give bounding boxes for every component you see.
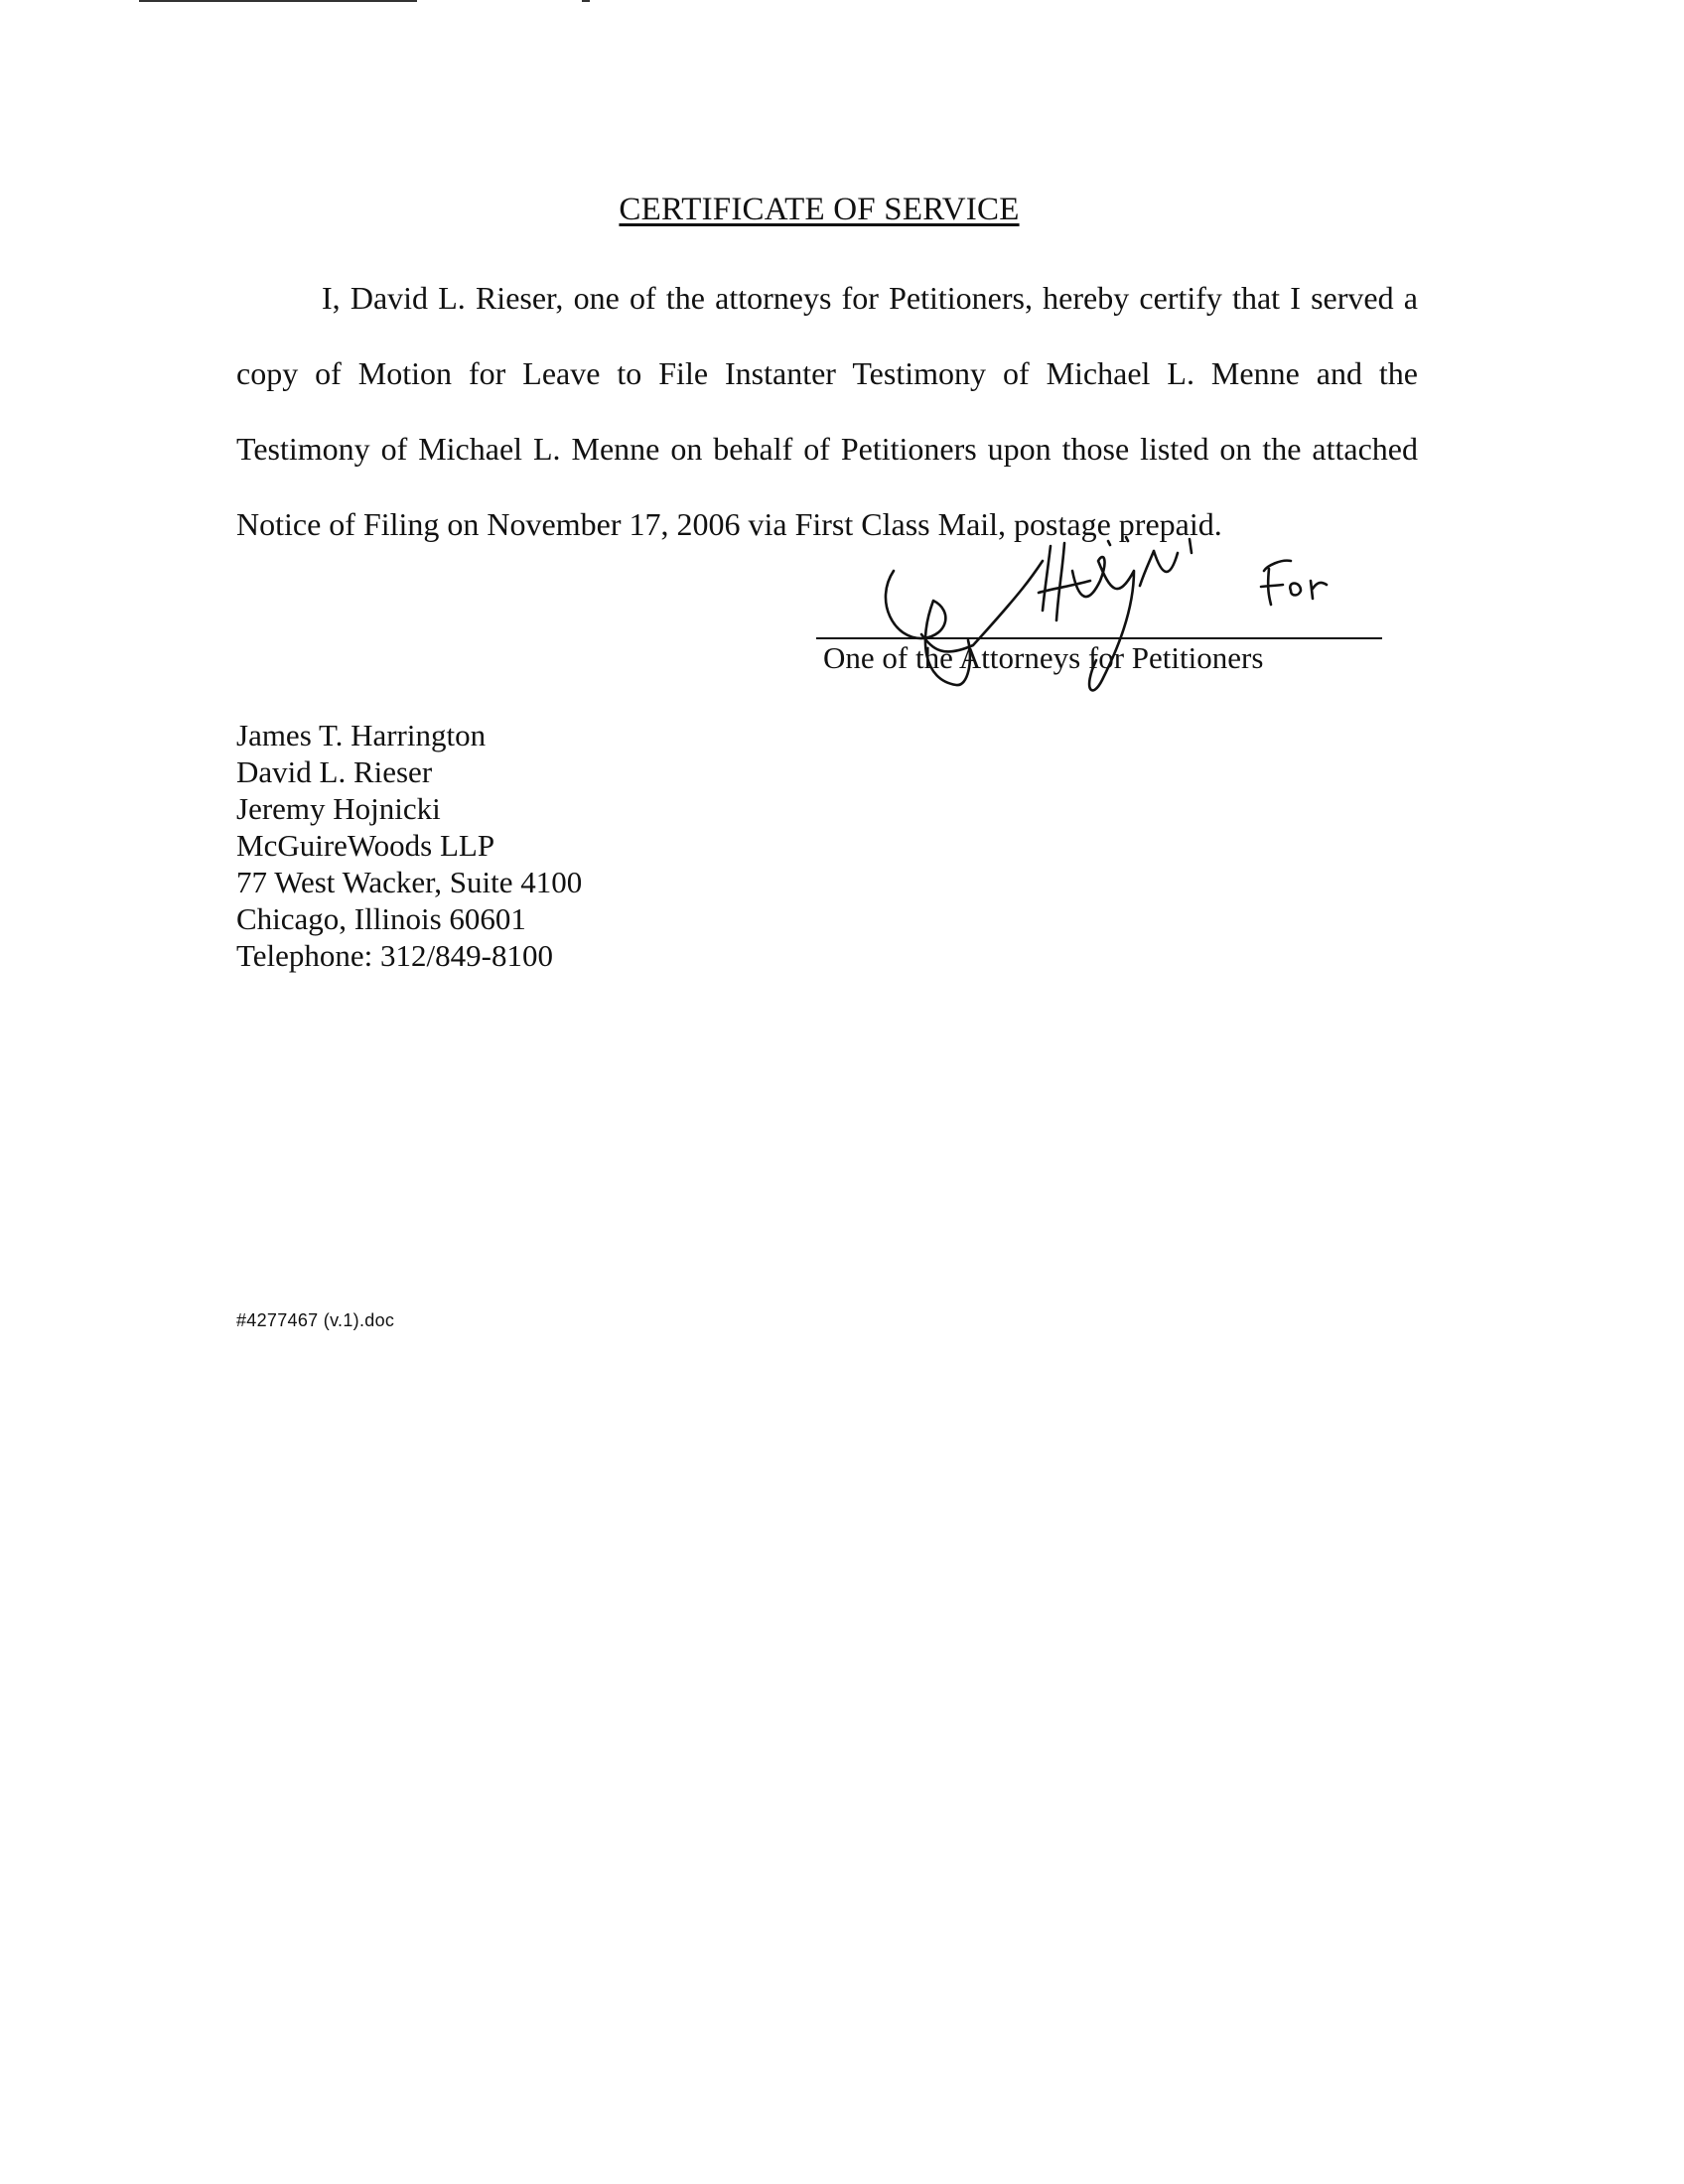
certificate-body-text: I, David L. Rieser, one of the attorneys for Petitioners, hereby certify that I served a copy of Motion for Leave to File Instanter Testimony of Michael L. Menne and the Testimony of Michael L. Menne on behalf of Petitioners upon those listed on the attached Notice of Filing on November 17, 2006 via First Class Mail, postage prepaid. — [236, 280, 1418, 542]
address-line: David L. Rieser — [236, 754, 433, 789]
address-line: James T. Harrington — [236, 718, 487, 752]
signature-caption: One of the Attorneys for Petitioners — [823, 640, 1264, 675]
scan-artifact-line — [139, 0, 417, 2]
address-line: McGuireWoods LLP — [236, 828, 495, 863]
scan-artifact-line — [582, 0, 590, 2]
attorney-address-block — [236, 717, 582, 974]
address-line: Chicago, Illinois 60601 — [236, 901, 526, 936]
handwritten-signature — [874, 531, 1370, 720]
address-line: 77 West Wacker, Suite 4100 — [236, 865, 583, 899]
document-id: #4277467 (v.1).doc — [236, 1310, 395, 1330]
address-line: Telephone: 312/849-8100 — [236, 938, 553, 973]
address-line: Jeremy Hojnicki — [236, 791, 441, 826]
document-title: CERTIFICATE OF SERVICE — [619, 192, 1020, 227]
signature-line — [816, 637, 1382, 639]
